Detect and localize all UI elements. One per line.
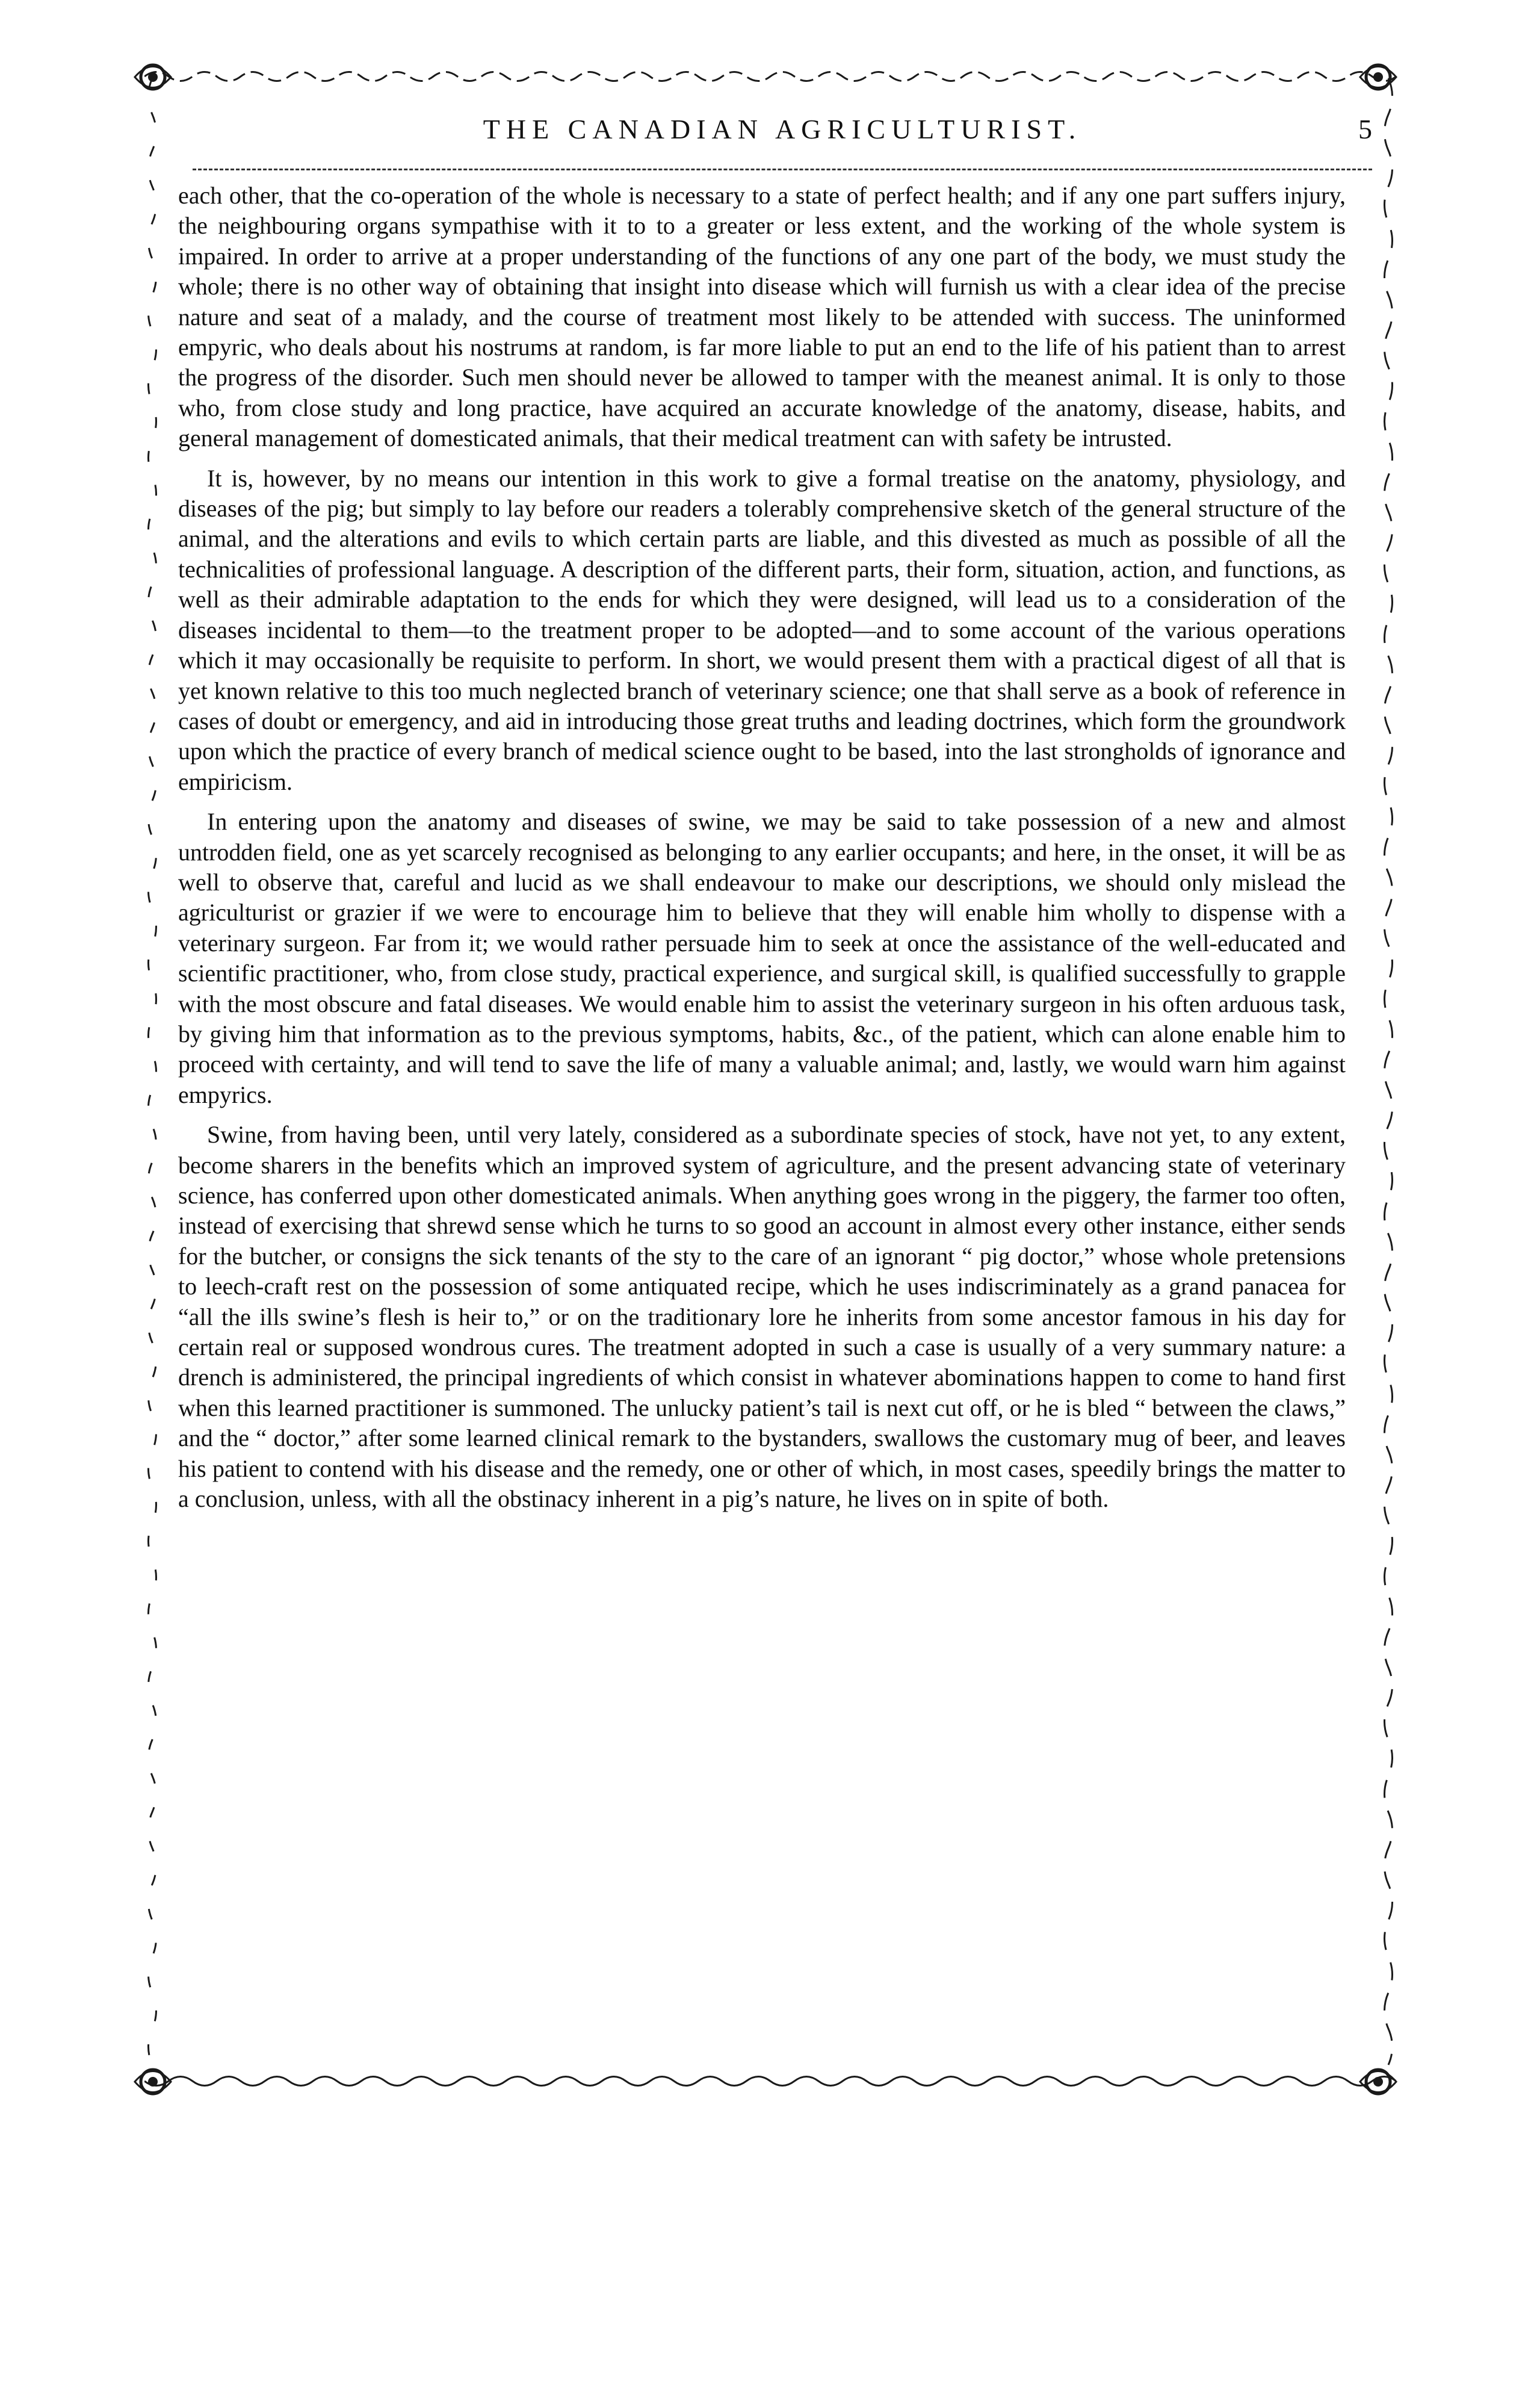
ornamental-border-bottom — [144, 2071, 1396, 2091]
corner-ornament-icon — [129, 2058, 177, 2106]
corner-ornament-icon — [1354, 53, 1402, 101]
corner-ornament-icon — [1354, 2058, 1402, 2106]
ornamental-border-right — [1379, 78, 1397, 2083]
paragraph: In entering upon the anatomy and diseases of swine, we may be said to take possession of a new and almost untrodden field, one as yet scarcely recognised as belonging to any earlier occupants; and here, in the onset, it will be as well to observe that, careful and lucid as we shall endeavour to make our descriptions, we should only mislead the agriculturist or grazier if we were to encourage him to believe that they will enable him wholly to dispense with a veterinary surgeon. Far from it; we would rather persuade him to seek at once the assistance of the well-educated and scientific practitioner, who, from close study, practical experience, and surgical skill, is qualified successfully to grapple with the most obscure and fatal diseases. We would enable him to assist the veterinary surgeon in his often arduous task, by giving him that information as to the previous symptoms, habits, &c., of the patient, which can alone enable him to proceed with certainty, and will tend to save the life of many a valuable animal; and, lastly, we would warn him against empyrics. — [178, 808, 1346, 1108]
corner-ornament-icon — [129, 53, 177, 101]
running-title: THE CANADIAN AGRICULTURIST. — [483, 114, 1082, 144]
paragraph: Swine, from having been, until very lately, considered as a subordinate species of stock, have not yet, to any extent, become sharers in the benefits which an improved system of agriculture, and the present advancing state of veterinary science, has conferred upon other domesticated animals. When anything goes wrong in the piggery, the farmer too often, instead of exercising that shrewd sense which he turns to so good an account in almost every other instance, either sends for the butcher, or consigns the sick tenants of the sty to the care of an ignorant “ pig doctor,” whose whole pretensions to leech-craft rest on the possession of some antiquated recipe, which he uses indiscriminately as a grand panacea for “all the ills swine’s flesh is heir to,” or on the traditionary lore he inherits from some ancestor famous in his day for certain real or supposed wondrous cures. The treatment adopted in such a case is usually of a very summary nature: a drench is administered, the principal ingredients of which consist in whatever abominations happen to come to hand first when this learned practitioner is summoned. The unlucky patient’s tail is next cut off, or he is bled “ between the claws,” and the “ doctor,” after some learned clinical remark to the bystanders, swallows the customary mug of beer, and leaves his patient to contend with his disease and the remedy, one or other of which, in most cases, speedily brings the matter to a conclusion, unless, with all the obstinacy inherent in a pig’s nature, he lives on in spite of both. — [178, 1121, 1346, 1513]
header-rule — [193, 169, 1372, 170]
running-head — [193, 113, 1372, 161]
page-number: 5 — [1358, 114, 1372, 144]
ornamental-border-top — [144, 66, 1396, 87]
paragraph: It is, however, by no means our intention in this work to give a formal treatise on the anatomy, physiology, and diseases of the pig; but simply to lay before our readers a tolerably comprehensive sketch of the general structure of the animal, and the alterations and evils to which certain parts are liable, and this divested as much as possible of all the technicalities of professional language. A description of the different parts, their form, situation, action, and functions, as well as their admirable adaptation to the ends for which they were designed, will lead us to a consideration of the diseases incidental to them—to the treatment proper to be adopted—and to some account of the various operations which it may occasionally be requisite to perform. In short, we would present them with a practical digest of all that is yet known relative to this too much neglected branch of veterinary science; one that shall serve as a book of reference in cases of doubt or emergency, and aid in introducing those great truths and leading doctrines, which form the groundwork upon which the practice of every branch of medical science ought to be based, into the last strongholds of ignorance and empiricism. — [178, 464, 1346, 795]
article-body — [178, 181, 1346, 1524]
ornamental-border-left — [143, 78, 161, 2083]
paragraph: each other, that the co-operation of the whole is necessary to a state of perfect health; and if any one part suffers injury, the neighbouring organs sympathise with it to to a greater or less extent, and the working of the whole system is impaired. In order to arrive at a proper understanding of the functions of any one part of the body, we must study the whole; there is no other way of obtaining that insight into disease which will furnish us with a clear idea of the precise nature and seat of a malady, and the course of treatment most likely to be attended with success. The uninformed empyric, who deals about his nostrums at random, is far more liable to put an end to the life of his patient than to arrest the progress of the disorder. Such men should never be allowed to tamper with the meanest animal. It is only to those who, from close study and long practice, have acquired an accurate knowledge of the anatomy, disease, habits, and general management of domesticated animals, that their medical treatment can with safety be intrusted. — [178, 182, 1346, 452]
